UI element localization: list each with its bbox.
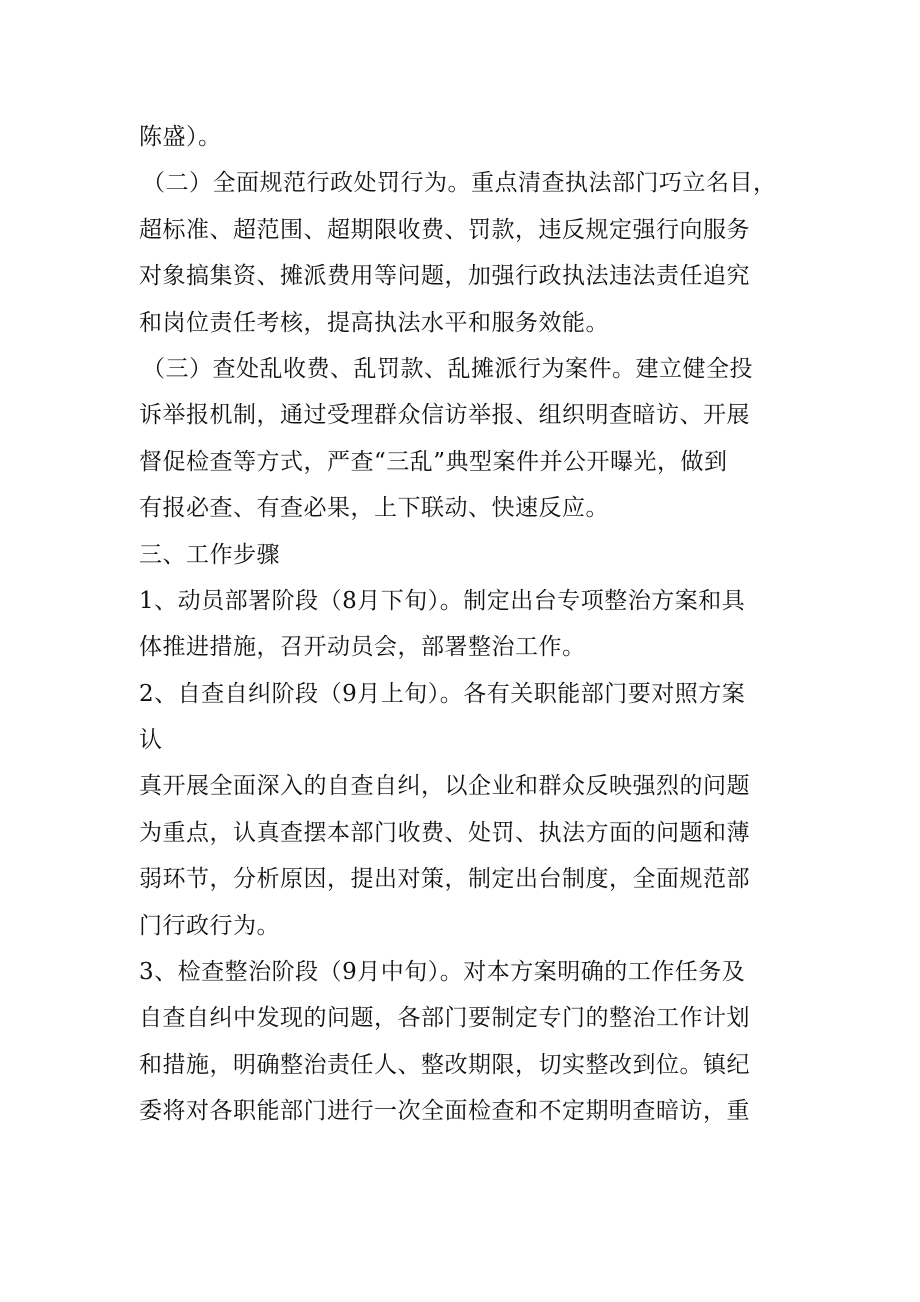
text-line: （二）全面规范行政处罚行为。重点清查执法部门巧立名目， [142, 170, 777, 197]
text-line: 对象搞集资、摊派费用等问题，加强行政执法违法责任追究 [139, 263, 750, 290]
text-line: 3、检查整治阶段（9月中旬）。对本方案明确的工作任务及 [139, 959, 746, 986]
document-body [139, 114, 789, 1135]
text-line: 委将对各职能部门进行一次全面检查和不定期明查暗访，重 [139, 1098, 750, 1125]
text-line: 和措施，明确整治责任人、整改期限，切实整改到位。镇纪 [139, 1051, 750, 1078]
text-line: 自查自纠中发现的问题，各部门要制定专门的整治工作计划 [139, 1005, 750, 1032]
text-line: 体推进措施，召开动员会，部署整治工作。 [139, 634, 586, 661]
text-line: 为重点，认真查摆本部门收费、处罚、执法方面的问题和薄 [139, 819, 750, 846]
section-heading: 三、工作步骤 [139, 541, 280, 568]
text-line: 陈盛）。 [139, 124, 222, 150]
text-line: 督促检查等方式，严查“三乱”典型案件并公开曝光，做到 [139, 448, 728, 475]
text-line: 弱环节，分析原因，提出对策，制定出台制度，全面规范部 [139, 866, 750, 893]
text-line: 超标准、超范围、超期限收费、罚款，违反规定强行向服务 [139, 216, 750, 243]
text-line: 认 [139, 727, 163, 754]
text-line: （三）查处乱收费、乱罚款、乱摊派行为案件。建立健全投 [142, 355, 753, 382]
text-line: 门行政行为。 [139, 912, 280, 939]
text-line: 诉举报机制，通过受理群众信访举报、组织明查暗访、开展 [139, 402, 750, 429]
text-line: 有报必查、有查必果，上下联动、快速反应。 [139, 495, 609, 522]
text-line: 2、自查自纠阶段（9月上旬）。各有关职能部门要对照方案 [139, 680, 746, 707]
text-line: 真开展全面深入的自查自纠，以企业和群众反映强烈的问题 [139, 773, 750, 800]
text-line: 1、动员部署阶段（8月下旬）。制定出台专项整治方案和具 [139, 587, 746, 614]
text-line: 和岗位责任考核，提高执法水平和服务效能。 [139, 309, 609, 336]
